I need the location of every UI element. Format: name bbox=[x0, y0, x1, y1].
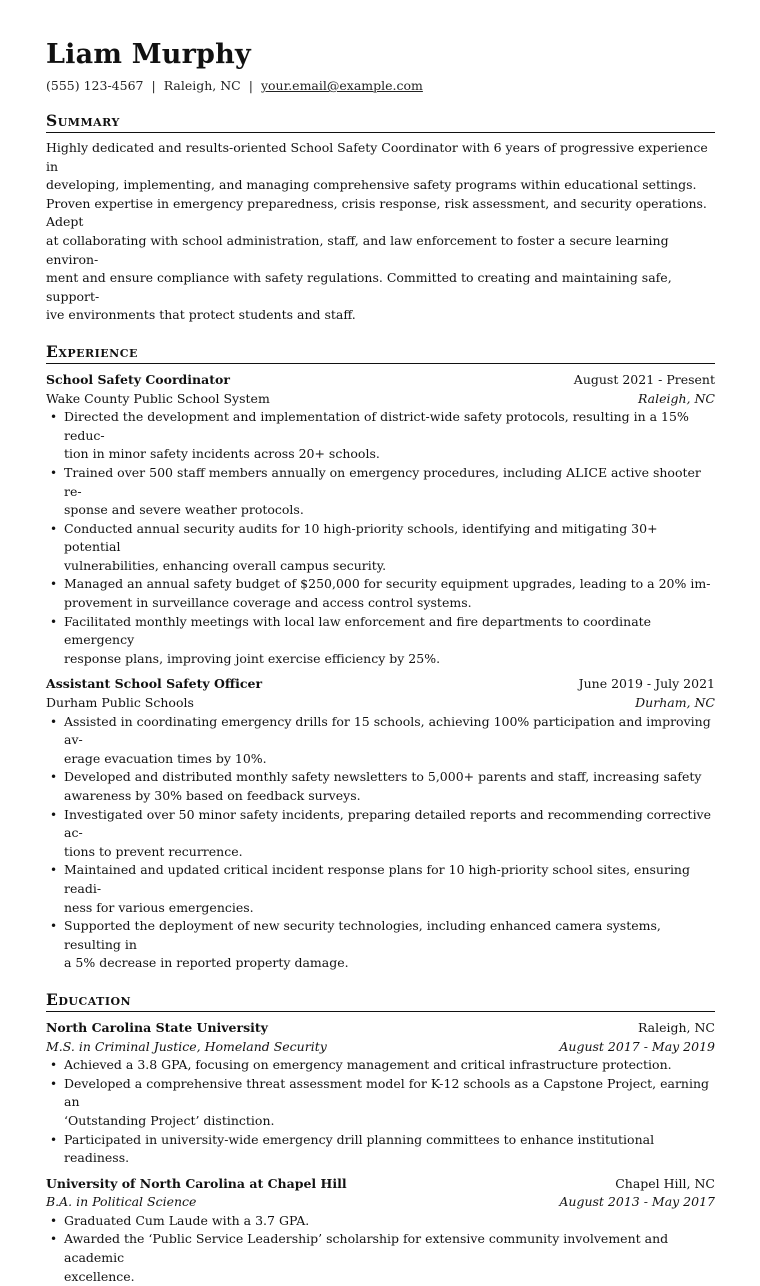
bullet-item bbox=[46, 1212, 715, 1231]
bullet-list bbox=[46, 1056, 715, 1168]
experience-entry bbox=[46, 371, 715, 669]
education-list bbox=[46, 1019, 715, 1286]
bullet-line: ‘Outstanding Project’ distinction. bbox=[64, 1112, 275, 1128]
experience-list bbox=[46, 371, 715, 973]
experience-heading: Experience bbox=[46, 343, 715, 364]
bullet-item bbox=[46, 520, 715, 576]
bullet-line: awareness by 30% based on feedback surveys. bbox=[64, 788, 361, 803]
degree: M.S. in Criminal Justice, Homeland Security bbox=[46, 1038, 327, 1054]
bullet-item bbox=[46, 861, 715, 917]
summary-line: Highly dedicated and results-oriented School Safety Coordinator with 6 years of progressive experience in bbox=[46, 140, 708, 174]
location: Raleigh, NC bbox=[163, 78, 241, 93]
email-link[interactable]: your.email@example.com bbox=[260, 78, 423, 93]
bullet-line: • Assisted in coordinating emergency drills for 15 schools, achieving 100% participation and improving av- bbox=[64, 713, 711, 748]
bullet-line: • Investigated over 50 minor safety incidents, preparing detailed reports and recommending corrective ac- bbox=[64, 806, 712, 841]
summary-line: ment and ensure compliance with safety regulations. Committed to creating and maintaining safe, support- bbox=[46, 270, 672, 304]
contact-separator: | bbox=[248, 78, 253, 93]
job-title: School Safety Coordinator bbox=[46, 371, 230, 387]
bullet-line: excellence. bbox=[64, 1268, 135, 1284]
bullet-line: tion in minor safety incidents across 20+ schools. bbox=[64, 446, 380, 462]
school-name: North Carolina State University bbox=[46, 1019, 268, 1035]
job-header-row bbox=[46, 371, 715, 390]
job-title: Assistant School Safety Officer bbox=[46, 676, 263, 692]
bullet-line: response plans, improving joint exercise efficiency by 25%. bbox=[64, 650, 441, 666]
phone-number: (555) 123-4567 bbox=[46, 78, 144, 93]
bullet-line: • Achieved a 3.8 GPA, focusing on emergency management and critical infrastructure protection. bbox=[64, 1057, 672, 1073]
bullet-item bbox=[46, 917, 715, 973]
education-heading: Education bbox=[46, 991, 715, 1012]
job-location: Raleigh, NC bbox=[637, 390, 715, 406]
summary-heading: Summary bbox=[46, 112, 715, 133]
bullet-line: • Maintained and updated critical incident response plans for 10 high-priority school sites, ensuring readi- bbox=[64, 862, 690, 896]
bullet-line: ness for various emergencies. bbox=[64, 899, 254, 915]
job-location: Durham, NC bbox=[635, 695, 715, 711]
bullet-item bbox=[46, 1075, 715, 1131]
education-entry bbox=[46, 1019, 715, 1168]
bullet-item bbox=[46, 1131, 715, 1168]
degree-dates: August 2013 - May 2017 bbox=[559, 1194, 715, 1210]
bullet-list bbox=[46, 713, 715, 973]
job-dates: June 2019 - July 2021 bbox=[578, 676, 715, 692]
bullet-line: erage evacuation times by 10%. bbox=[64, 750, 267, 766]
bullet-item bbox=[46, 464, 715, 520]
candidate-name: Liam Murphy bbox=[46, 39, 251, 70]
bullet-item bbox=[46, 806, 715, 862]
bullet-line: • Facilitated monthly meetings with local law enforcement and fire departments to coordinate emergency bbox=[64, 613, 652, 648]
bullet-line: • Directed the development and implementation of district-wide safety protocols, resulting in a 15% reduc- bbox=[64, 409, 689, 443]
bullet-line: • Trained over 500 staff members annually on emergency procedures, including ALICE active shooter re- bbox=[64, 464, 701, 499]
bullet-line: • Developed a comprehensive threat assessment model for K-12 schools as a Capstone Project, earning an bbox=[64, 1075, 710, 1110]
degree-row bbox=[46, 1193, 715, 1212]
school-name: University of North Carolina at Chapel Hill bbox=[46, 1175, 347, 1191]
degree-row bbox=[46, 1038, 715, 1057]
summary-line: Proven expertise in emergency preparedness, crisis response, risk assessment, and security operations. Adept bbox=[46, 195, 707, 230]
experience-entry bbox=[46, 675, 715, 973]
bullet-item bbox=[46, 713, 715, 769]
bullet-item bbox=[46, 1230, 715, 1286]
summary-line: developing, implementing, and managing comprehensive safety programs within educational settings. bbox=[46, 177, 697, 193]
job-org-row bbox=[46, 694, 715, 713]
school-header-row bbox=[46, 1175, 715, 1194]
bullet-line: • Conducted annual security audits for 10 high-priority schools, identifying and mitigating 30+ potential bbox=[64, 520, 658, 555]
contact-line bbox=[46, 78, 715, 94]
bullet-item bbox=[46, 613, 715, 669]
bullet-line: • Graduated Cum Laude with a 3.7 GPA. bbox=[64, 1212, 310, 1228]
job-header-row bbox=[46, 675, 715, 694]
bullet-line: • Supported the deployment of new security technologies, including enhanced camera systems, resulting in bbox=[64, 918, 661, 952]
bullet-item bbox=[46, 408, 715, 464]
bullet-line: a 5% decrease in reported property damage. bbox=[64, 955, 349, 971]
school-location: Raleigh, NC bbox=[637, 1019, 715, 1035]
bullet-line: vulnerabilities, enhancing overall campus security. bbox=[64, 557, 387, 573]
bullet-line: • Developed and distributed monthly safety newsletters to 5,000+ parents and staff, increasing safety bbox=[64, 769, 702, 785]
bullet-line: tions to prevent recurrence. bbox=[64, 843, 243, 859]
job-org-row bbox=[46, 390, 715, 409]
bullet-item bbox=[46, 575, 715, 612]
degree-dates: August 2017 - May 2019 bbox=[559, 1038, 715, 1054]
job-dates: August 2021 - Present bbox=[573, 371, 715, 387]
contact-separator: | bbox=[151, 78, 156, 93]
summary-line: at collaborating with school administration, staff, and law enforcement to foster a secure learning environ- bbox=[46, 232, 669, 267]
summary-line: ive environments that protect students and staff. bbox=[46, 307, 356, 323]
bullet-line: provement in surveillance coverage and access control systems. bbox=[64, 595, 472, 611]
school-header-row bbox=[46, 1019, 715, 1038]
school-location: Chapel Hill, NC bbox=[615, 1175, 715, 1191]
bullet-list bbox=[46, 408, 715, 668]
degree: B.A. in Political Science bbox=[46, 1194, 197, 1210]
job-organization: Wake County Public School System bbox=[46, 390, 270, 406]
bullet-line: • Managed an annual safety budget of $250,000 for security equipment upgrades, leading to a 20% im- bbox=[64, 576, 711, 592]
summary-text bbox=[46, 139, 715, 325]
bullet-line: • Participated in university-wide emergency drill planning committees to enhance institutional readiness. bbox=[64, 1131, 655, 1166]
bullet-line: sponse and severe weather protocols. bbox=[64, 502, 304, 518]
job-organization: Durham Public Schools bbox=[46, 695, 194, 711]
bullet-list bbox=[46, 1212, 715, 1286]
bullet-line: • Awarded the ‘Public Service Leadership’ scholarship for extensive community involvement and academic bbox=[64, 1231, 669, 1266]
education-entry bbox=[46, 1175, 715, 1286]
bullet-item bbox=[46, 1056, 715, 1075]
bullet-item bbox=[46, 768, 715, 805]
